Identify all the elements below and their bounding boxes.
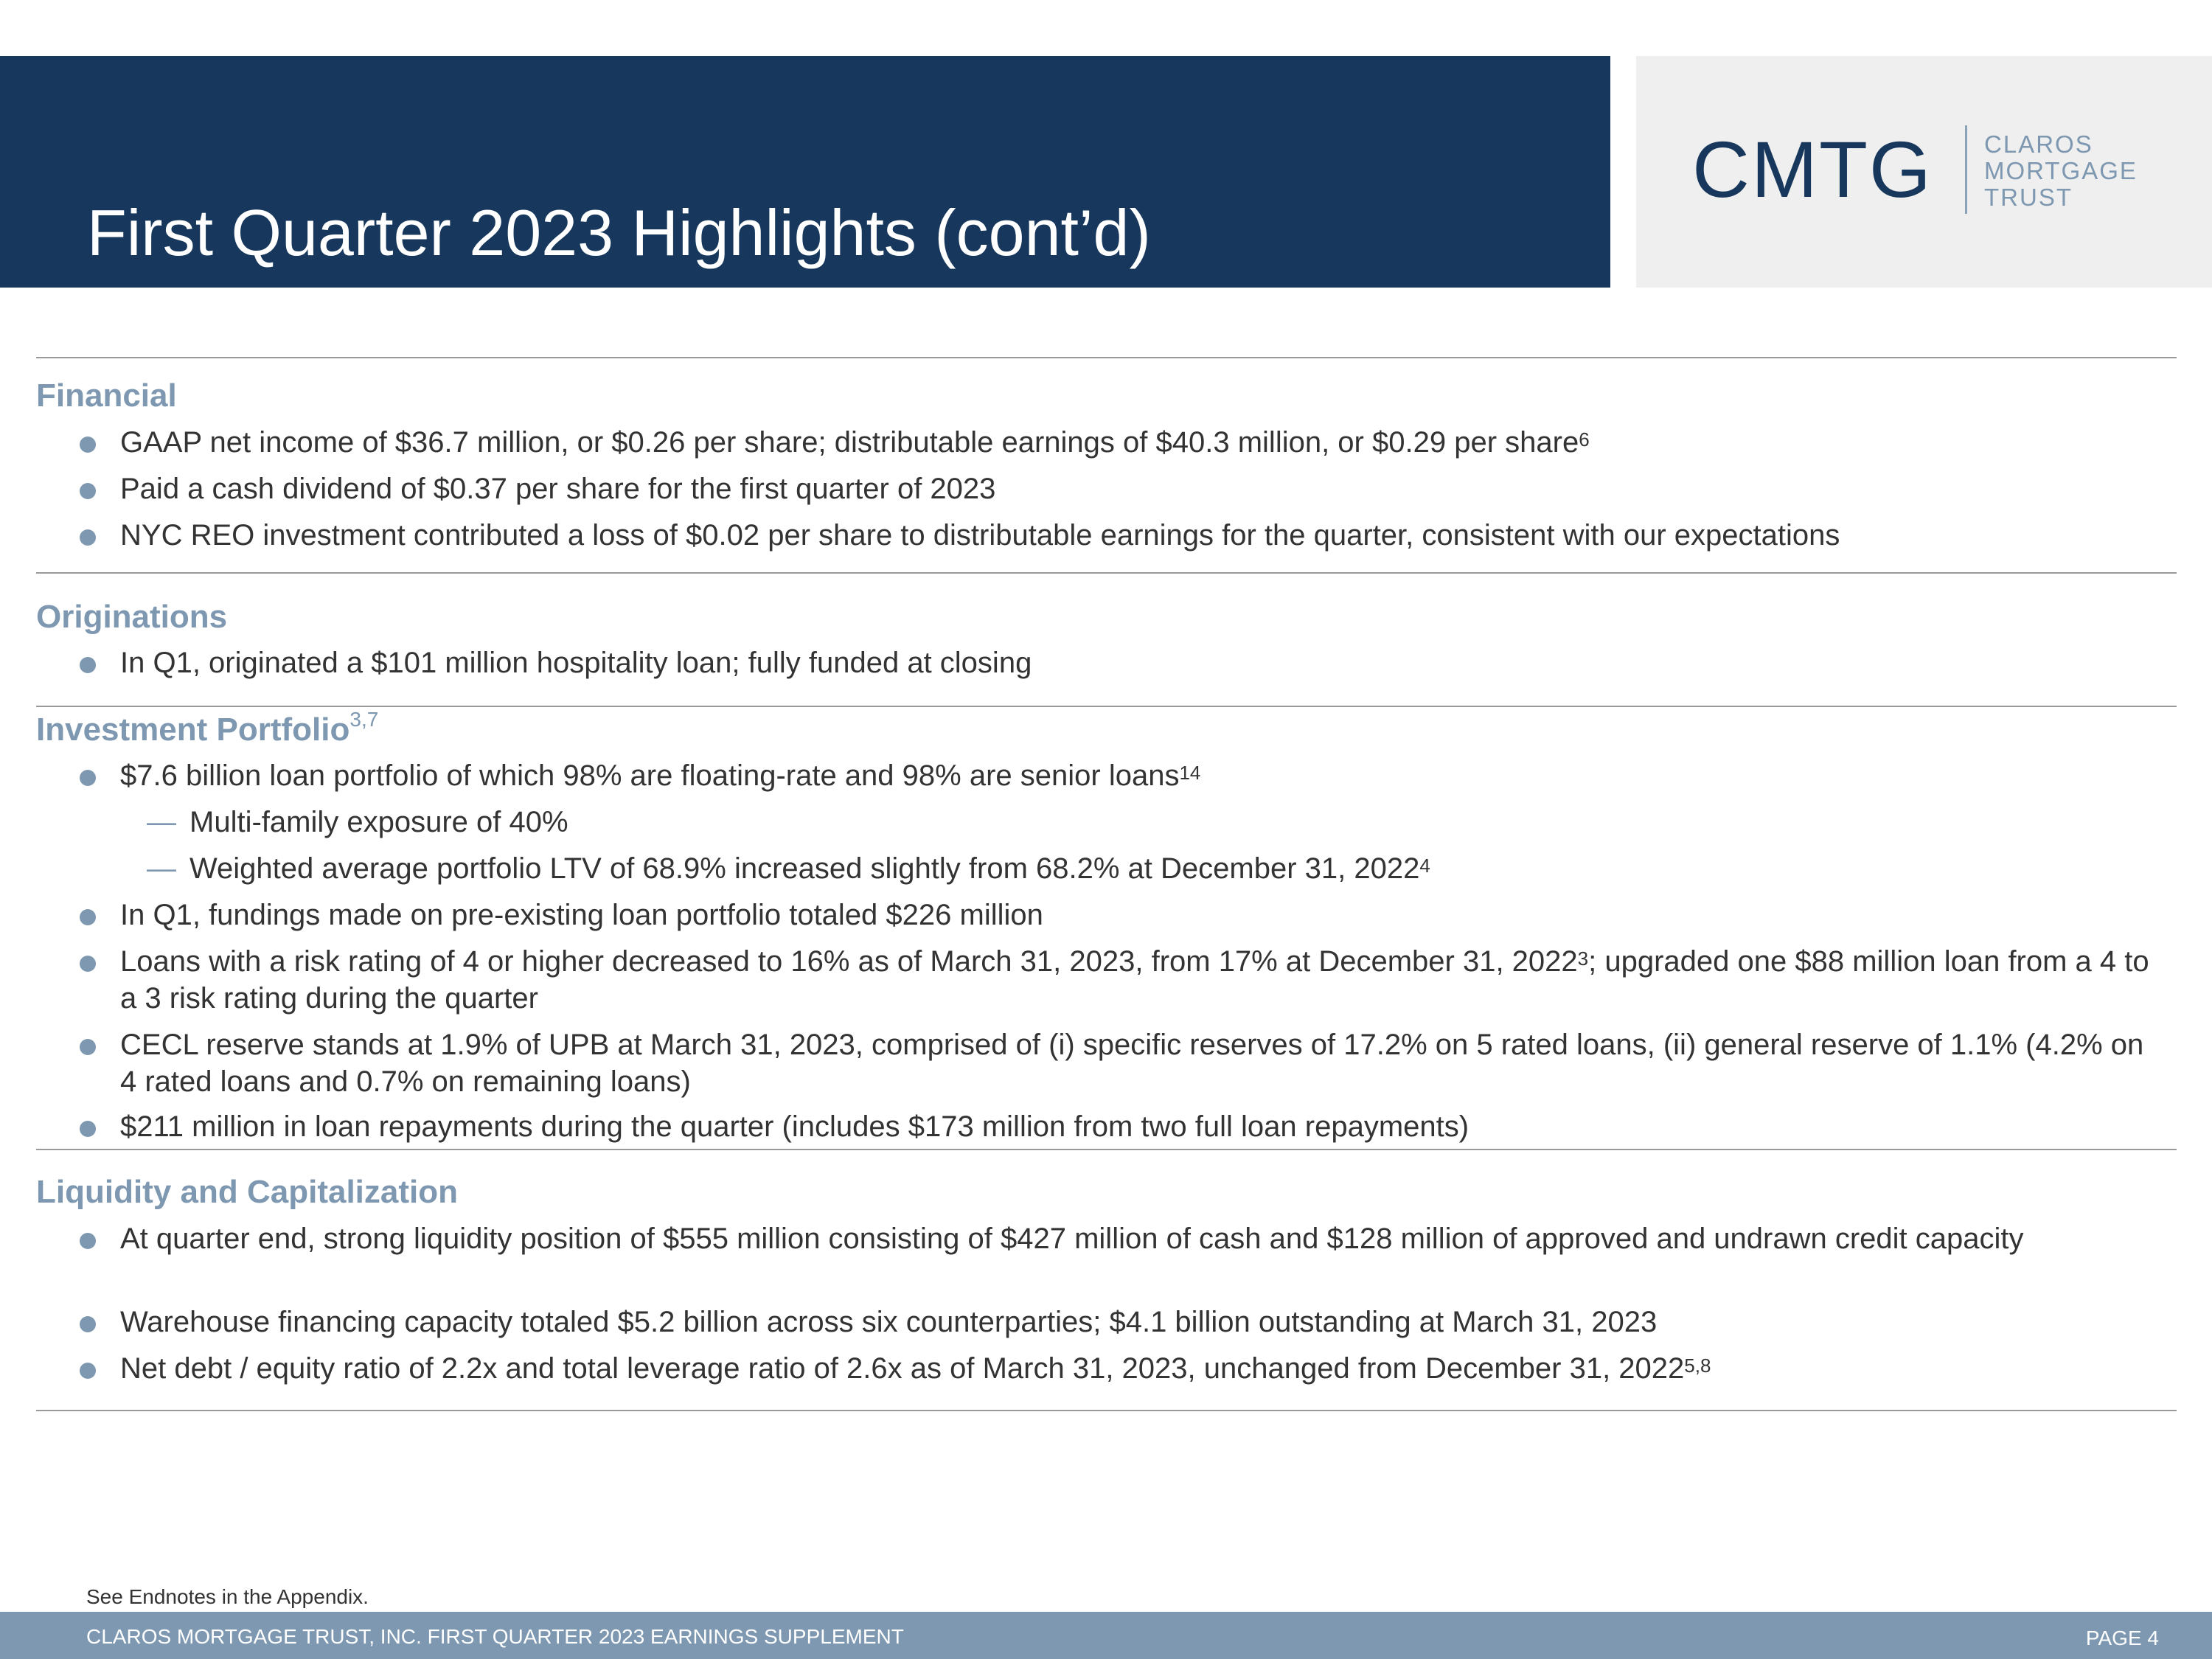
list-item: [120, 517, 2155, 554]
section-title-liquidity: Liquidity and Capitalization: [36, 1174, 458, 1210]
logo-divider: [1965, 125, 1967, 214]
section-divider: [36, 1149, 2177, 1150]
bullet-text: NYC REO investment contributed a loss of $0.02 per share to distributable earnings for the quarter, consistent with our expectations: [120, 519, 1840, 552]
section-title-investment-portfolio: [36, 708, 379, 748]
bullet-text: CECL reserve stands at 1.9% of UPB at March 31, 2023, comprised of (i) specific reserves of 17.2% on 5 rated loans, (ii) general reserve of 1.1% (4.2% on 4 rated loans and 0.7% on remaining loans): [120, 1029, 2144, 1098]
sub-bullet-text: Multi-family exposure of 40%: [189, 806, 568, 838]
bullet-icon: [80, 909, 96, 925]
bullet-text: In Q1, originated a $101 million hospitality loan; fully funded at closing: [120, 647, 1032, 679]
list-item: [120, 757, 2155, 794]
bullet-icon: [80, 1363, 96, 1379]
logo-word: CLAROS: [1984, 131, 2093, 158]
endnote-ref: 14: [1179, 762, 1201, 784]
logo: [1636, 56, 2212, 288]
section-title-text: Investment Portfolio: [36, 712, 350, 748]
logo-mark: CMTG: [1692, 125, 1933, 214]
list-item: [120, 1304, 2155, 1340]
endnote-ref: 3,7: [349, 708, 379, 731]
endnote-ref: 3: [1577, 947, 1589, 970]
section-divider: [36, 572, 2177, 574]
list-item: [120, 943, 2155, 1017]
section-divider: [36, 1410, 2177, 1411]
list-item: [120, 1350, 2155, 1387]
bullet-icon: [80, 483, 96, 499]
bullet-text: At quarter end, strong liquidity position of $555 million consisting of $427 million of cash and $128 million of approved and undrawn credit capacity: [120, 1222, 2024, 1255]
bullet-icon: [80, 1233, 96, 1249]
bullet-icon: [80, 1039, 96, 1055]
bullet-text: Loans with a risk rating of 4 or higher decreased to 16% as of March 31, 2023, from 17% at December 31, 2022: [120, 945, 1578, 978]
bullet-text: ; upgraded one $88 million loan from a 4 to a 3 risk rating during the quarter: [120, 945, 2149, 1015]
list-item: [120, 470, 2155, 507]
list-item: [120, 1026, 2155, 1100]
footer-document-title: CLAROS MORTGAGE TRUST, INC. FIRST QUARTER 2023 EARNINGS SUPPLEMENT: [86, 1625, 904, 1648]
bullet-icon: [80, 657, 96, 673]
sub-bullet-text: Weighted average portfolio LTV of 68.9% increased slightly from 68.2% at December 31, 2022: [189, 852, 1420, 885]
page-title: First Quarter 2023 Highlights (cont’d): [87, 196, 1151, 269]
dash-icon: —: [147, 806, 176, 838]
dash-icon: —: [147, 852, 176, 885]
bullet-text: $7.6 billion loan portfolio of which 98% are floating-rate and 98% are senior loans: [120, 759, 1180, 792]
list-item: [120, 897, 2155, 933]
bullet-text: Net debt / equity ratio of 2.2x and total leverage ratio of 2.6x as of March 31, 2023, unchanged from December 31, 2022: [120, 1352, 1685, 1385]
endnotes-note: See Endnotes in the Appendix.: [86, 1585, 369, 1608]
bullet-icon: [80, 1121, 96, 1137]
bullet-text: Warehouse financing capacity totaled $5.2 billion across six counterparties; $4.1 billion outstanding at March 31, 2023: [120, 1306, 1658, 1338]
list-item: [120, 1220, 2155, 1257]
bullet-icon: [80, 956, 96, 972]
sub-list-item: [147, 850, 2151, 887]
section-title-originations: Originations: [36, 599, 228, 635]
section-title-financial: Financial: [36, 378, 177, 414]
bullet-text: Paid a cash dividend of $0.37 per share for the first quarter of 2023: [120, 473, 996, 505]
bullet-icon: [80, 529, 96, 546]
endnote-ref: 4: [1419, 855, 1430, 877]
bullet-icon: [80, 1316, 96, 1332]
list-item: [120, 424, 2155, 461]
footer-bar: [0, 1612, 2212, 1659]
section-divider: [36, 357, 2177, 358]
bullet-icon: [80, 770, 96, 786]
bullet-text: $211 million in loan repayments during the quarter (includes $173 million from two full loan repayments): [120, 1110, 1470, 1143]
bullet-icon: [80, 437, 96, 453]
endnote-ref: 5,8: [1684, 1354, 1711, 1377]
page-number: PAGE 4: [2085, 1627, 2159, 1649]
endnote-ref: 6: [1579, 428, 1590, 451]
bullet-text: GAAP net income of $36.7 million, or $0.26 per share; distributable earnings of $40.3 million, or $0.29 per share: [120, 426, 1579, 459]
logo-word: MORTGAGE: [1984, 157, 2138, 184]
logo-wordmark: [1984, 131, 2138, 211]
logo-word: TRUST: [1984, 184, 2073, 211]
bullet-text: In Q1, fundings made on pre-existing loan portfolio totaled $226 million: [120, 899, 1043, 931]
list-item: [120, 1108, 2155, 1145]
list-item: [120, 644, 2155, 681]
section-divider: [36, 706, 2177, 707]
sub-list-item: [147, 804, 2151, 841]
